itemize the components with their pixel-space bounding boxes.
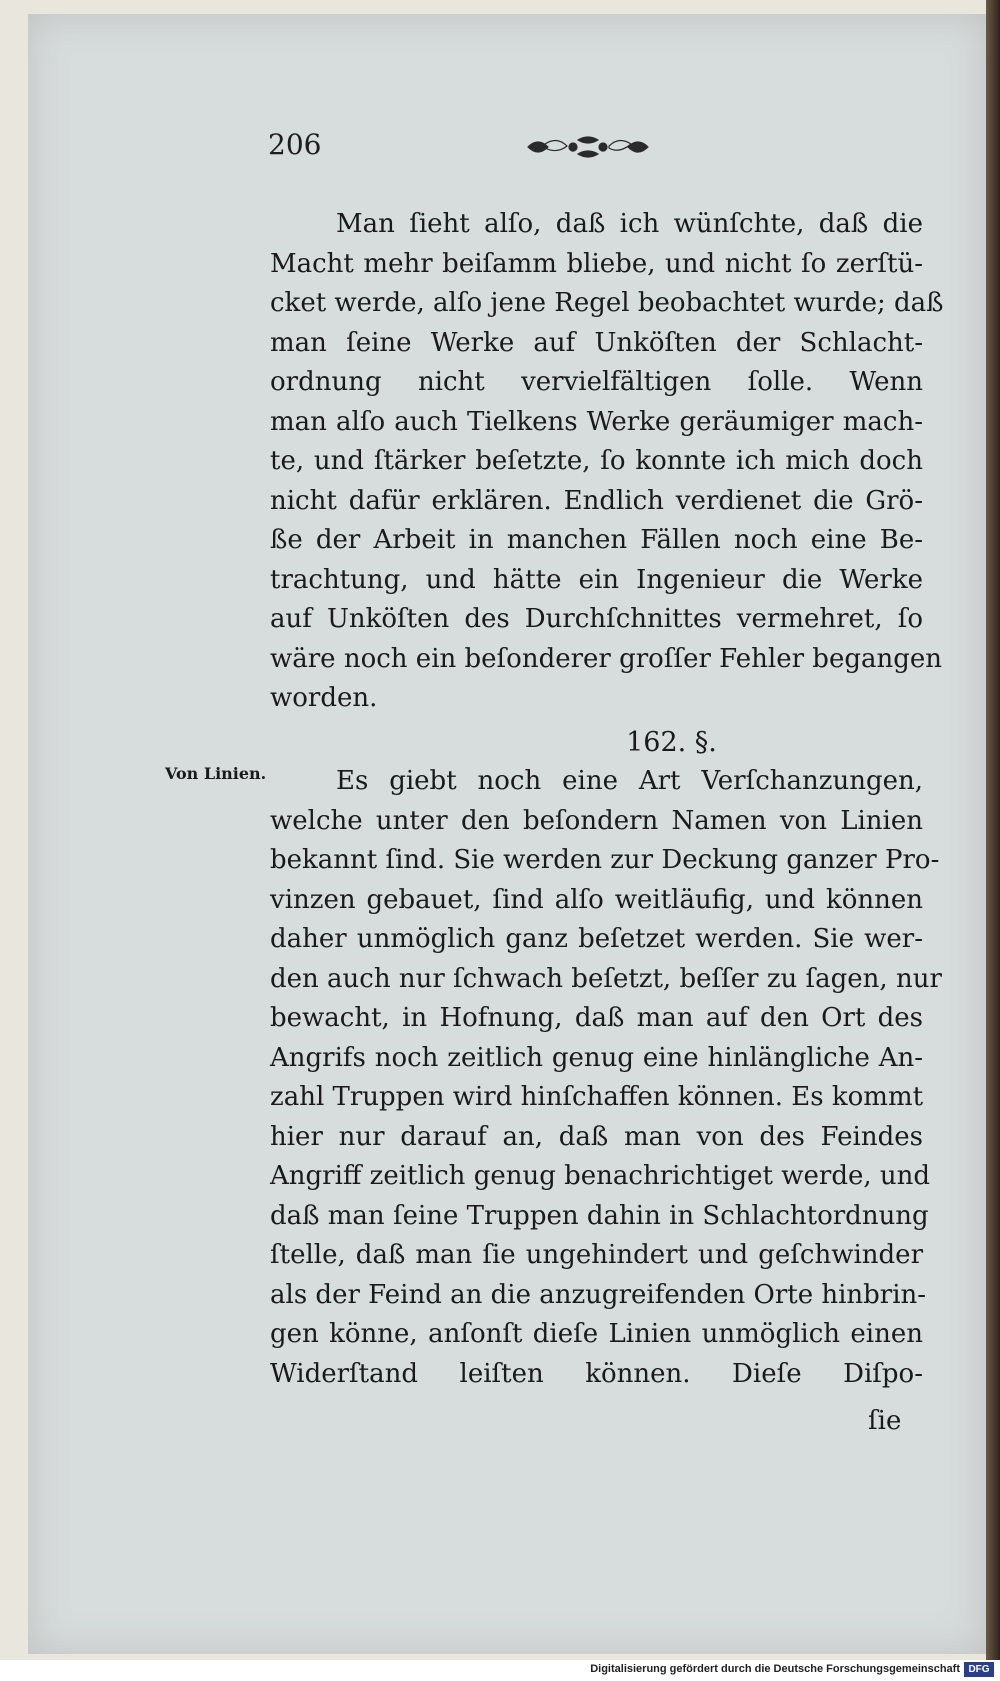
text-line: cket werde, alſo jene Regel beobachtet wurde; daß bbox=[270, 288, 944, 318]
paragraph-2 bbox=[270, 762, 942, 1394]
text-line: ße der Arbeit in manchen Fällen noch eine Be- bbox=[270, 525, 923, 555]
text-line: Es giebt noch eine Art Verſchanzungen, bbox=[336, 766, 923, 796]
text-line: te, und ſtärker beſetzte, ſo konnte ich mich doch bbox=[270, 446, 923, 476]
text-line: daß man ſeine Truppen dahin in Schlachtordnung bbox=[270, 1200, 929, 1231]
text-line: wäre noch ein beſonderer groſſer Fehler begangen bbox=[270, 643, 943, 674]
paragraph-1 bbox=[270, 205, 944, 719]
text-line: Widerſtand leiſten können. Dieſe Diſpo- bbox=[270, 1358, 923, 1389]
section-heading: 162. §. bbox=[626, 726, 717, 758]
text-line: man alſo auch Tielkens Werke geräumiger mach- bbox=[270, 406, 923, 437]
printer-ornament-icon bbox=[523, 132, 653, 162]
text-line: ſtelle, daß man ſie ungehindert und geſchwinder bbox=[270, 1240, 923, 1270]
footer-bar bbox=[0, 1660, 1000, 1681]
page-header bbox=[268, 128, 668, 168]
text-line: nicht dafür erklären. Endlich verdienet die Grö- bbox=[270, 485, 923, 516]
margin-note: Von Linien. bbox=[165, 764, 267, 783]
text-line: daher unmöglich ganz beſetzet werden. Sie wer- bbox=[270, 924, 923, 954]
text-line: vinzen gebauet, ſind alſo weitläufig, und können bbox=[270, 884, 923, 915]
text-line: bekannt ſind. Sie werden zur Deckung ganzer Pro- bbox=[270, 845, 940, 875]
funding-credit: Digitalisierung gefördert durch die Deutsche Forschungsgemeinschaft bbox=[590, 1663, 960, 1675]
dfg-logo-icon: DFG bbox=[964, 1662, 994, 1677]
catchword: ſie bbox=[868, 1406, 902, 1436]
text-line: Angrifs noch zeitlich genug eine hinlängliche An- bbox=[270, 1042, 923, 1073]
main-text bbox=[270, 205, 944, 1394]
text-line: worden. bbox=[270, 683, 378, 713]
text-line: ordnung nicht vervielfältigen ſolle. Wenn bbox=[270, 367, 923, 397]
text-line: Angriff zeitlich genug benachrichtiget werde, und bbox=[270, 1161, 931, 1191]
text-line: Man ſieht alſo, daß ich wünſchte, daß die bbox=[336, 209, 923, 239]
text-line: gen könne, anſonſt dieſe Linien unmöglich einen bbox=[270, 1319, 923, 1349]
page-number: 206 bbox=[268, 128, 322, 161]
text-line: welche unter den beſondern Namen von Linien bbox=[270, 805, 923, 836]
text-line: auf Unköſten des Durchſchnittes vermehret, ſo bbox=[270, 604, 923, 634]
text-line: Macht mehr beiſamm bliebe, und nicht ſo zerſtü- bbox=[270, 248, 923, 279]
text-line: man ſeine Werke auf Unköſten der Schlacht- bbox=[270, 327, 923, 358]
text-line: bewacht, in Hofnung, daß man auf den Ort des bbox=[270, 1003, 923, 1033]
text-line: hier nur darauf an, daß man von des Feindes bbox=[270, 1121, 923, 1152]
text-line: zahl Truppen wird hinſchaffen können. Es kommt bbox=[270, 1082, 924, 1112]
text-line: den auch nur ſchwach beſetzt, beſſer zu ſagen, nur bbox=[270, 963, 942, 994]
text-line: trachtung, und hätte ein Ingenieur die Werke bbox=[270, 564, 923, 595]
text-line: als der Feind an die anzugreifenden Orte hinbrin- bbox=[270, 1279, 927, 1310]
book-spine-edge bbox=[986, 0, 1000, 1660]
